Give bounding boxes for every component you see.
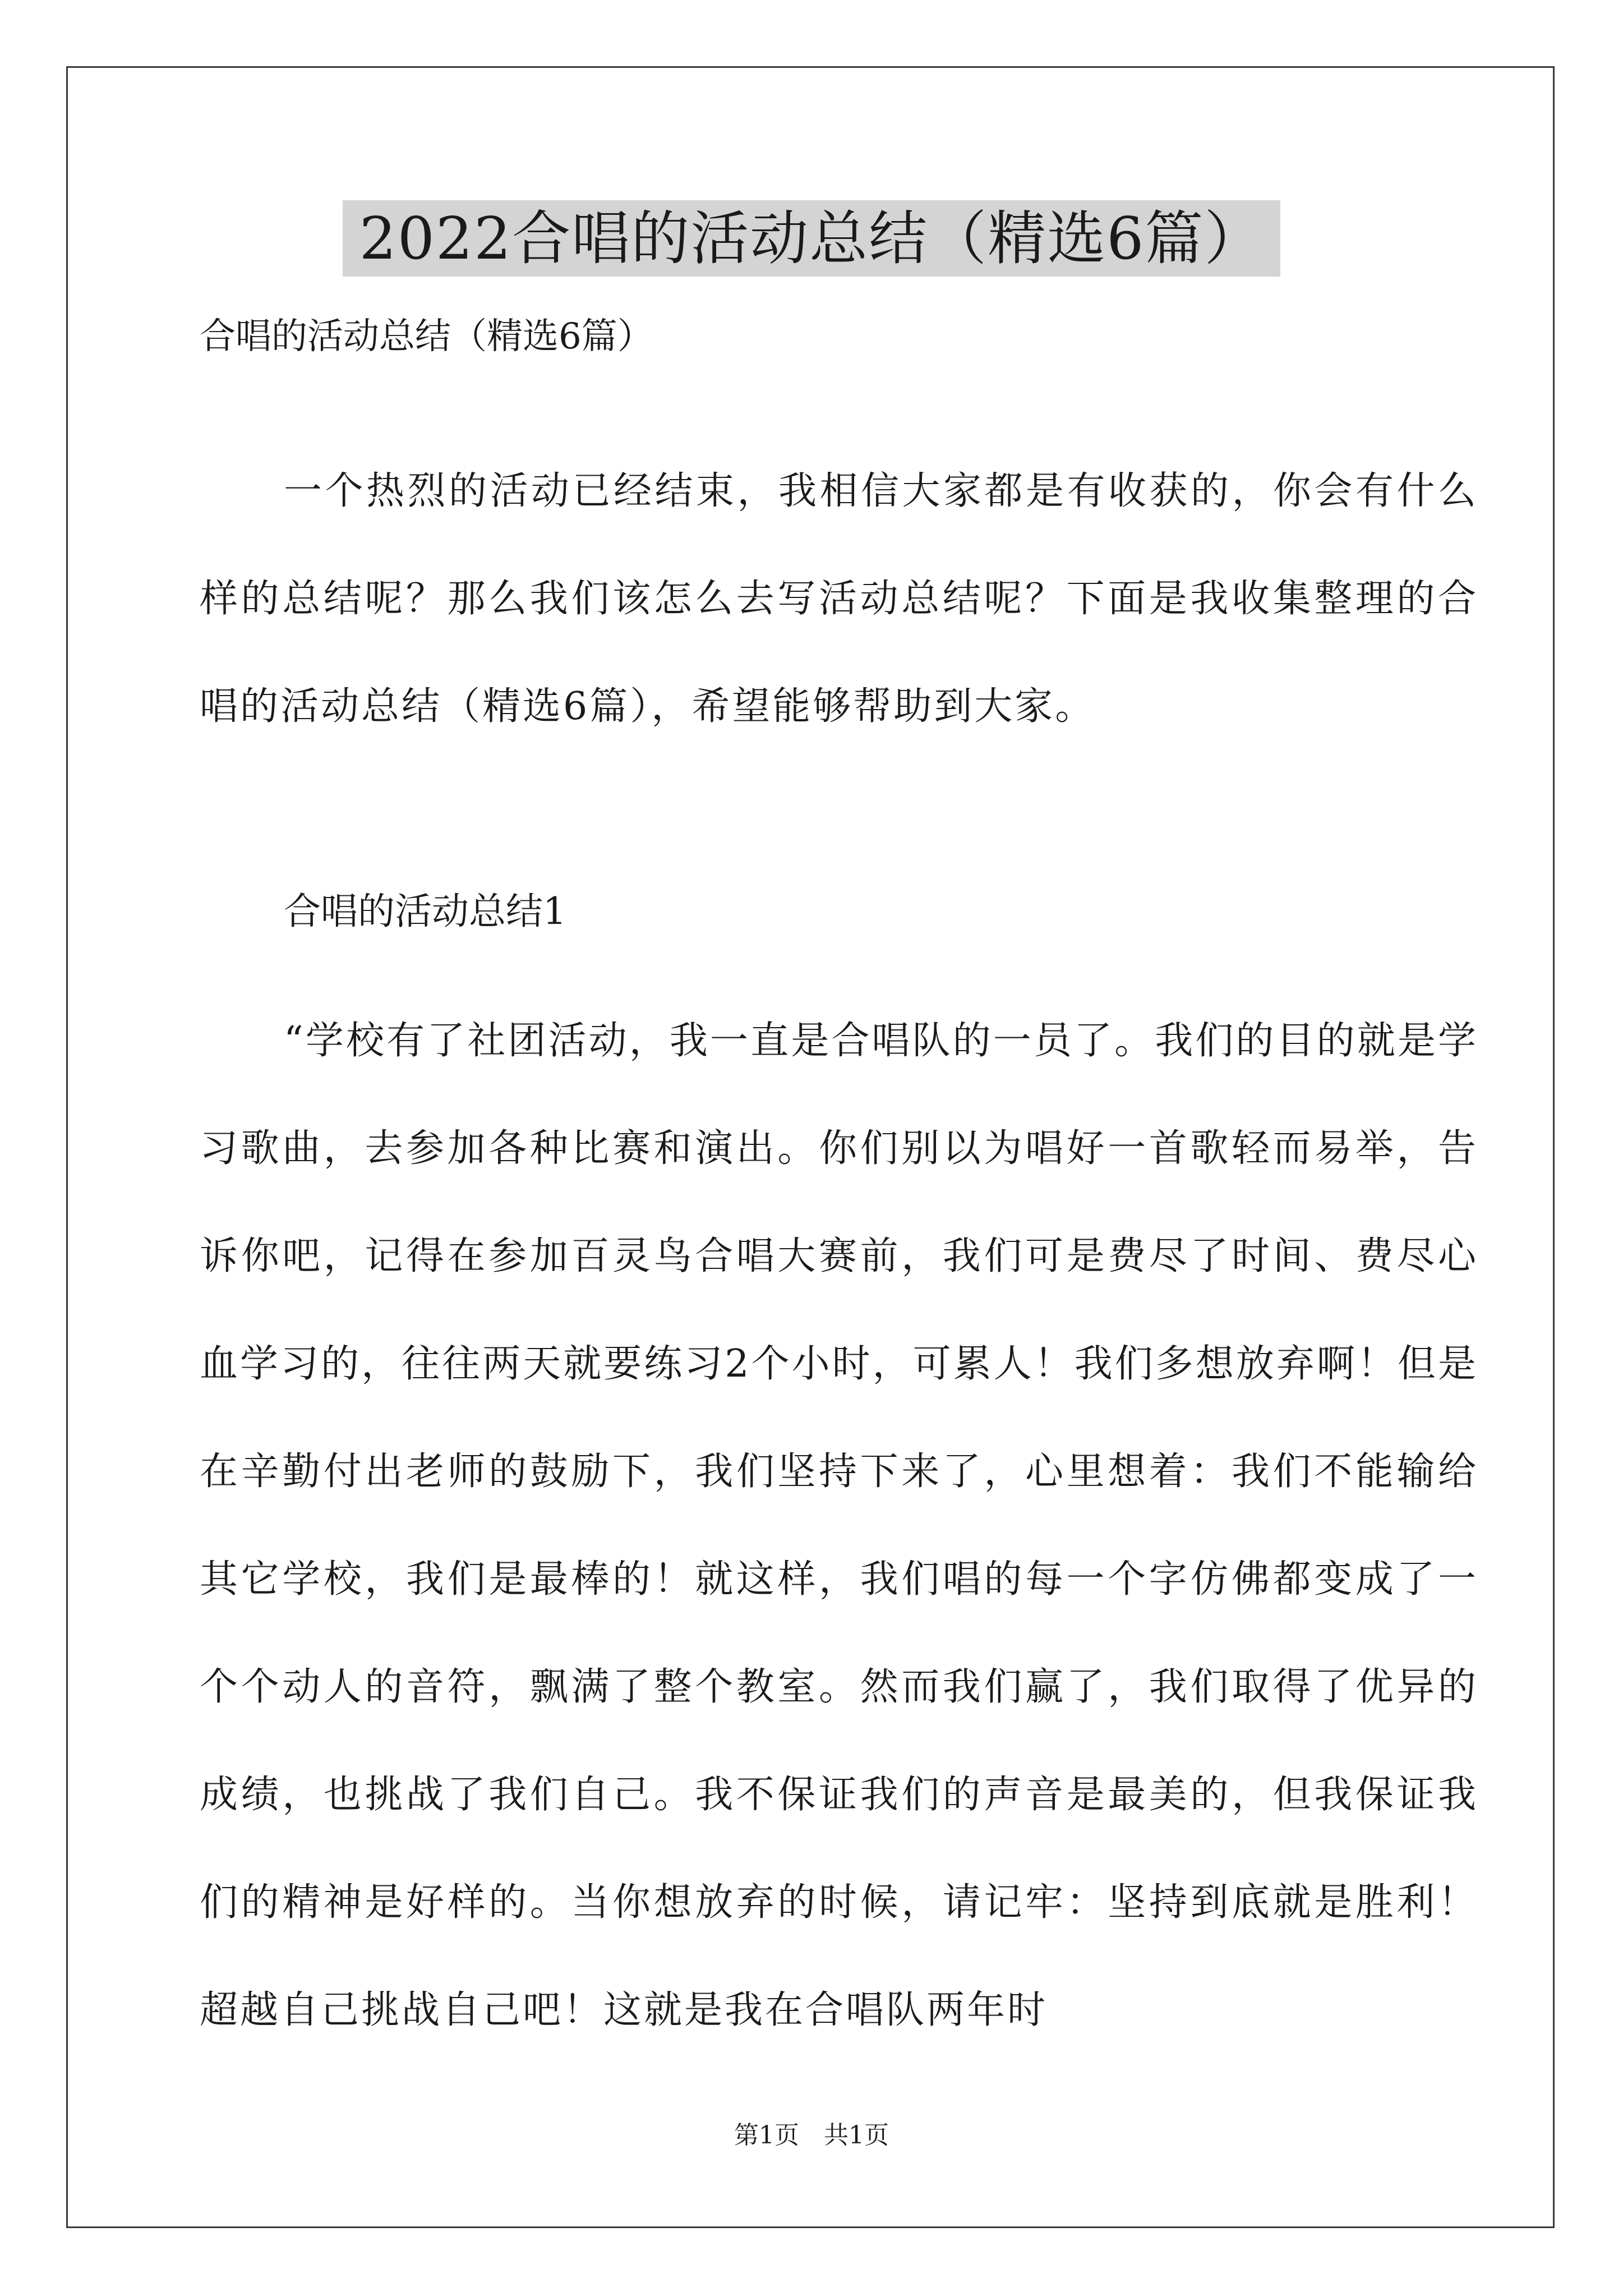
title-container <box>0 200 1623 277</box>
body-paragraph: “学校有了社团活动，我一直是合唱队的一员了。我们的目的就是学习歌曲，去参加各种比赛和演出。你们别以为唱好一首歌轻而易举，告诉你吧，记得在参加百灵鸟合唱大赛前，我们可是费尽了时间、费尽心血学习的，往往两天就要练习2个小时，可累人！我们多想放弃啊！但是在辛勤付出老师的鼓励下，我们坚持下来了，心里想着：我们不能输给其它学校，我们是最棒的！就这样，我们唱的每一个字仿佛都变成了一个个动人的音符，飘满了整个教室。然而我们赢了，我们取得了优异的成绩，也挑战了我们自己。我不保证我们的声音是最美的，但我保证我们的精神是好样的。当你想放弃的时候，请记牢：坚持到底就是胜利！超越自己挑战自己吧！这就是我在合唱队两年时 <box>200 1019 1478 2032</box>
intro-paragraph: 一个热烈的活动已经结束，我相信大家都是有收获的，你会有什么样的总结呢？那么我们该怎么去写活动总结呢？下面是我收集整理的合唱的活动总结（精选6篇），希望能够帮助到大家。 <box>200 469 1478 729</box>
document-subtitle: 合唱的活动总结（精选6篇） <box>200 316 653 357</box>
section-heading: 合唱的活动总结1 <box>284 890 566 933</box>
document-title: 2022合唱的活动总结（精选6篇） <box>343 200 1281 277</box>
page-footer: 第1页 共1页 <box>734 2121 889 2150</box>
